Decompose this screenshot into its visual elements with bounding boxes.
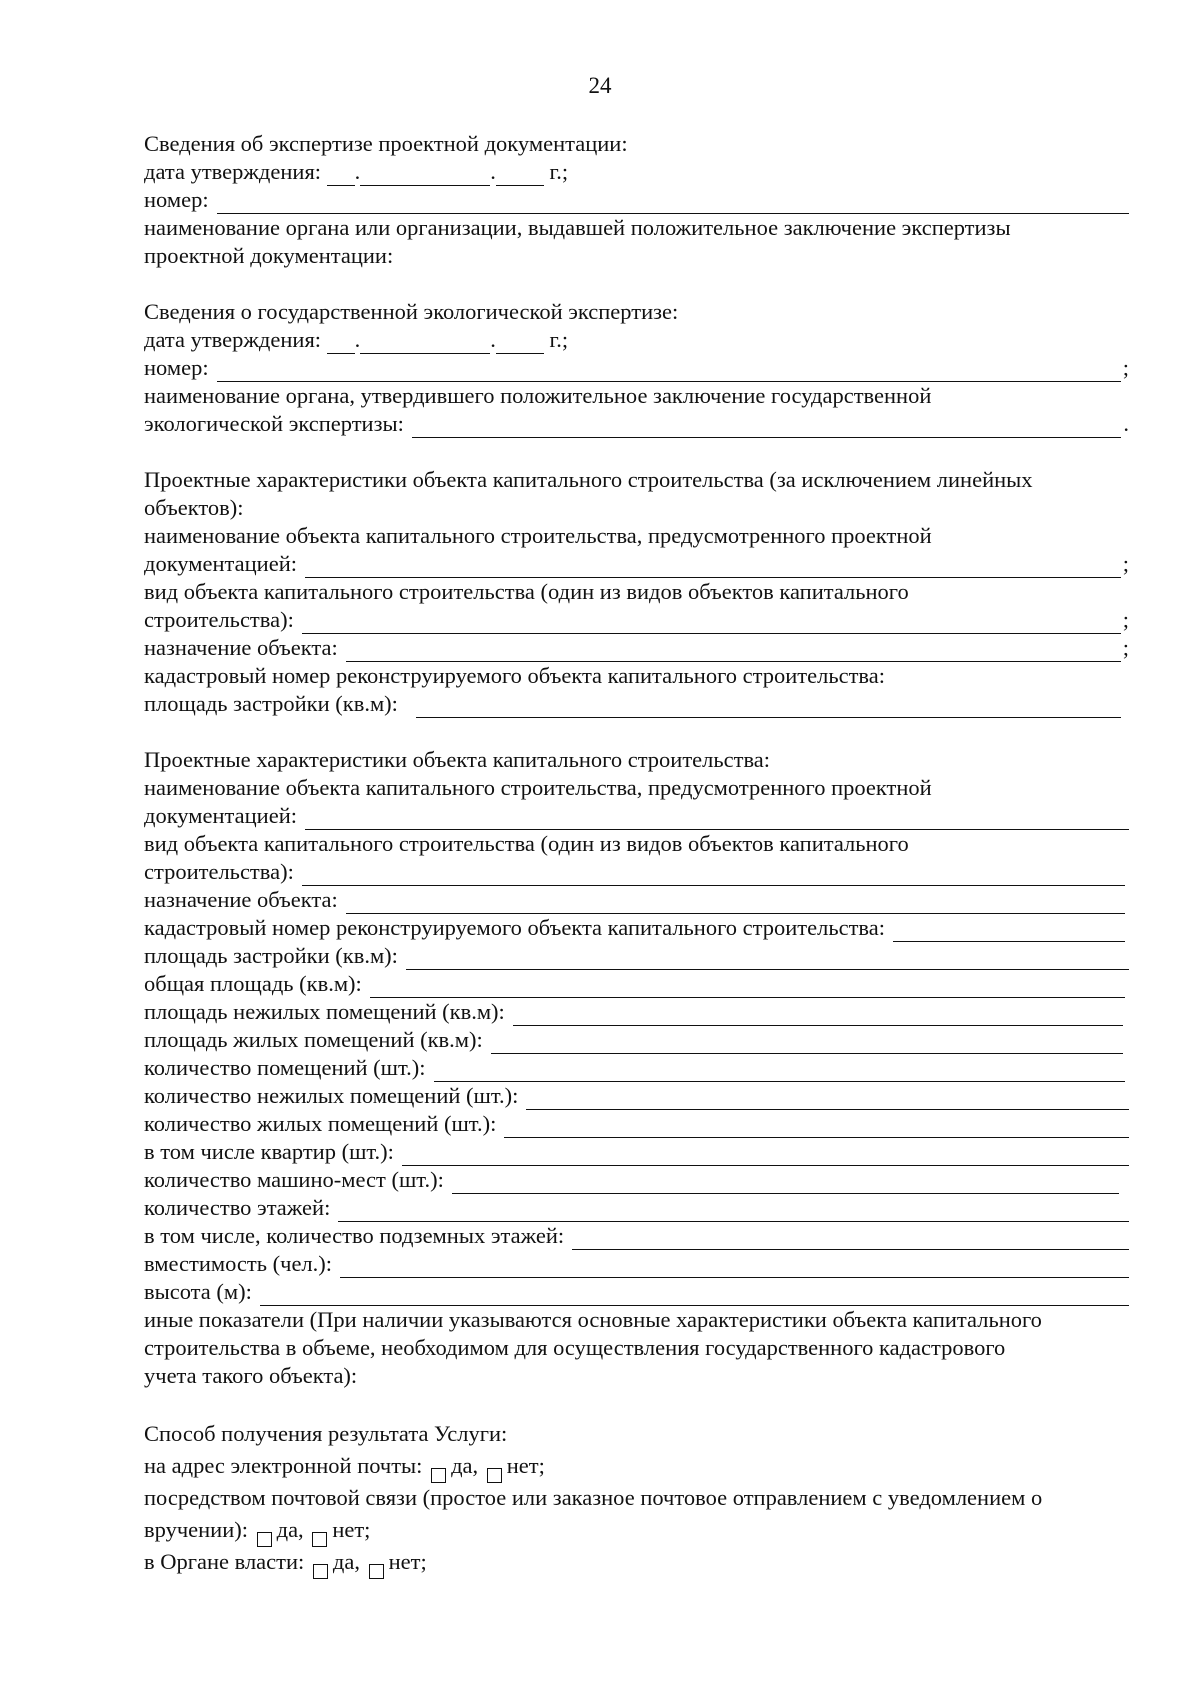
chars1-area-field[interactable] bbox=[416, 696, 1121, 718]
eco-organ-field[interactable] bbox=[412, 416, 1122, 438]
office-yes-checkbox[interactable] bbox=[313, 1564, 328, 1579]
expertise-month-field[interactable] bbox=[360, 164, 490, 186]
chars2-res-rooms-field[interactable] bbox=[504, 1116, 1129, 1138]
result-office-line: в Органе власти: да, нет; bbox=[144, 1546, 1129, 1578]
chars1-purpose-field[interactable] bbox=[346, 640, 1121, 662]
chars2-type-field[interactable] bbox=[302, 864, 1125, 886]
expertise-number-field[interactable] bbox=[217, 192, 1129, 214]
chars2-other-label: иные показатели (При наличии указываются основные характеристики объекта капитального bbox=[144, 1307, 1042, 1332]
chars2-floors-field[interactable] bbox=[338, 1200, 1129, 1222]
expertise-number-line: номер: bbox=[144, 186, 1129, 214]
chars2-res-area-field[interactable] bbox=[491, 1032, 1123, 1054]
eco-day-field[interactable] bbox=[327, 332, 355, 354]
chars2-other-label-cont: строительства в объеме, необходимом для осуществления государственного кадастрового bbox=[144, 1335, 1006, 1360]
chars2-total-area-line: общая площадь (кв.м): bbox=[144, 970, 1129, 998]
chars1-name-line: документацией: ; bbox=[144, 551, 1129, 576]
chars2-underground-line: в том числе, количество подземных этажей: bbox=[144, 1222, 1129, 1250]
chars1-area-line: площадь застройки (кв.м): bbox=[144, 690, 1129, 718]
chars2-nonres-rooms-field[interactable] bbox=[526, 1088, 1129, 1110]
chars2-underground-field[interactable] bbox=[572, 1228, 1129, 1250]
chars1-heading: Проектные характеристики объекта капитального строительства (за исключением линейных bbox=[144, 467, 1033, 492]
result-post-line: вручении): да, нет; bbox=[144, 1514, 1129, 1546]
chars2-height-field[interactable] bbox=[260, 1284, 1129, 1306]
expertise-year-field[interactable] bbox=[496, 164, 544, 186]
chars2-res-rooms-line: количество жилых помещений (шт.): bbox=[144, 1110, 1129, 1138]
chars2-type-label: вид объекта капитального строительства (один из видов объектов капитального bbox=[144, 831, 909, 856]
eco-organ-line: экологической экспертизы: . bbox=[144, 411, 1129, 436]
eco-year-field[interactable] bbox=[496, 332, 544, 354]
eco-number-field[interactable] bbox=[217, 360, 1121, 382]
post-no-checkbox[interactable] bbox=[312, 1532, 327, 1547]
chars2-nonres-rooms-line: количество нежилых помещений (шт.): bbox=[144, 1082, 1129, 1110]
chars2-parking-line: количество машино-мест (шт.): bbox=[144, 1166, 1129, 1194]
chars2-capacity-line: вместимость (чел.): bbox=[144, 1250, 1129, 1278]
chars1-purpose-line: назначение объекта: ; bbox=[144, 635, 1129, 660]
office-no-checkbox[interactable] bbox=[369, 1564, 384, 1579]
chars2-heading: Проектные характеристики объекта капитального строительства: bbox=[144, 747, 771, 772]
email-no-checkbox[interactable] bbox=[487, 1468, 502, 1483]
eco-organ-label: наименование органа, утвердившего положительное заключение государственной bbox=[144, 383, 932, 408]
expertise-organ-label-cont: проектной документации: bbox=[144, 243, 394, 268]
chars2-area-line: площадь застройки (кв.м): bbox=[144, 942, 1129, 970]
chars2-nonres-area-field[interactable] bbox=[513, 1004, 1123, 1026]
email-yes-checkbox[interactable] bbox=[431, 1468, 446, 1483]
chars1-cadastral-label: кадастровый номер реконструируемого объекта капитального строительства: bbox=[144, 663, 885, 688]
chars2-name-field[interactable] bbox=[305, 808, 1129, 830]
chars2-total-area-field[interactable] bbox=[370, 976, 1125, 998]
chars2-purpose-line: назначение объекта: bbox=[144, 886, 1129, 914]
result-email-line: на адрес электронной почты: да, нет; bbox=[144, 1450, 1129, 1482]
chars2-name-line: документацией: bbox=[144, 802, 1129, 830]
chars2-type-line: строительства): bbox=[144, 858, 1129, 886]
chars1-heading-cont: объектов): bbox=[144, 495, 244, 520]
expertise-date-line: дата утверждения: . . г.; bbox=[144, 159, 569, 184]
expertise-heading: Сведения об экспертизе проектной документации: bbox=[144, 131, 628, 156]
chars2-apartments-line: в том числе квартир (шт.): bbox=[144, 1138, 1129, 1166]
chars1-type-field[interactable] bbox=[302, 612, 1121, 634]
chars2-rooms-line: количество помещений (шт.): bbox=[144, 1054, 1129, 1082]
post-yes-checkbox[interactable] bbox=[257, 1532, 272, 1547]
chars1-name-label: наименование объекта капитального строительства, предусмотренного проектной bbox=[144, 523, 932, 548]
eco-heading: Сведения о государственной экологической экспертизе: bbox=[144, 299, 679, 324]
chars2-parking-field[interactable] bbox=[452, 1172, 1119, 1194]
chars2-other-label-end: учета такого объекта): bbox=[144, 1363, 358, 1388]
chars2-rooms-field[interactable] bbox=[434, 1060, 1125, 1082]
eco-number-line: номер: ; bbox=[144, 355, 1129, 380]
chars2-purpose-field[interactable] bbox=[346, 892, 1125, 914]
eco-date-line: дата утверждения: . . г.; bbox=[144, 327, 569, 352]
chars2-area-field[interactable] bbox=[406, 948, 1129, 970]
expertise-day-field[interactable] bbox=[327, 164, 355, 186]
chars2-capacity-field[interactable] bbox=[340, 1256, 1129, 1278]
chars2-cadastral-field[interactable] bbox=[893, 920, 1125, 942]
form-content bbox=[144, 130, 1129, 1578]
chars2-cadastral-line: кадастровый номер реконструируемого объекта капитального строительства: bbox=[144, 914, 1129, 942]
result-heading: Способ получения результата Услуги: bbox=[144, 1421, 508, 1446]
chars1-type-label: вид объекта капитального строительства (один из видов объектов капитального bbox=[144, 579, 909, 604]
chars1-name-field[interactable] bbox=[305, 556, 1121, 578]
chars1-type-line: строительства): ; bbox=[144, 607, 1129, 632]
chars2-name-label: наименование объекта капитального строительства, предусмотренного проектной bbox=[144, 775, 932, 800]
chars2-height-line: высота (м): bbox=[144, 1278, 1129, 1306]
expertise-organ-label: наименование органа или организации, выдавшей положительное заключение экспертизы bbox=[144, 215, 1011, 240]
chars2-nonres-area-line: площадь нежилых помещений (кв.м): bbox=[144, 998, 1129, 1026]
page-number: 24 bbox=[588, 73, 612, 98]
chars2-floors-line: количество этажей: bbox=[144, 1194, 1129, 1222]
chars2-res-area-line: площадь жилых помещений (кв.м): bbox=[144, 1026, 1129, 1054]
chars2-apartments-field[interactable] bbox=[402, 1144, 1129, 1166]
result-post-label: посредством почтовой связи (простое или заказное почтовое отправлением с уведомлением о bbox=[144, 1485, 1043, 1510]
eco-month-field[interactable] bbox=[360, 332, 490, 354]
